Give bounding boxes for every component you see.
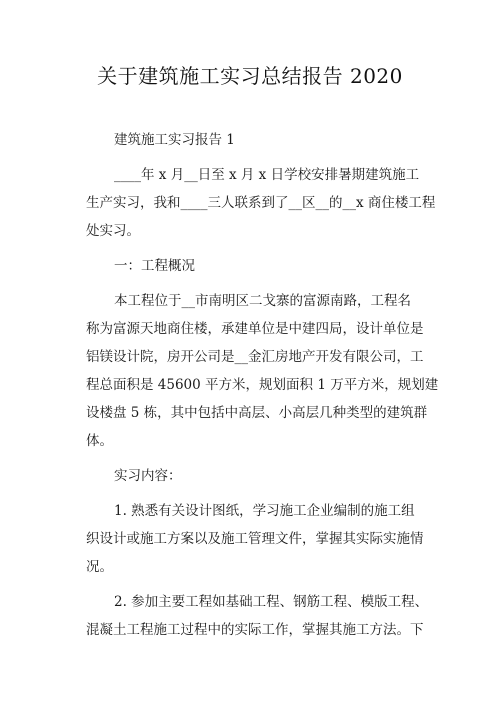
- document-title: 关于建筑施工实习总结报告 2020: [97, 64, 403, 88]
- body-line: 铝镁设计院，房开公司是__金汇房地产开发有限公司，工: [86, 349, 424, 365]
- body-line: 生产实习，我和____三人联系到了__区__的__x 商住楼工程: [86, 195, 436, 211]
- body-line: 织设计或施工方案以及施工管理文件，掌握其实际实施情: [86, 531, 424, 547]
- body-line: 2. 参加主要工程如基础工程、钢筋工程、模版工程、: [114, 594, 429, 610]
- body-line: 实习内容：: [114, 468, 182, 484]
- body-line: 混凝土工程施工过程中的实际工作，掌握其施工方法。下: [86, 622, 424, 638]
- body-line: 一：工程概况: [114, 258, 195, 274]
- body-line: 体。: [86, 433, 113, 449]
- body-line: 处实习。: [86, 223, 140, 239]
- body-line: 程总面积是 45600 平方米，规划面积 1 万平方米，规划建: [86, 377, 439, 393]
- body-line: ____年 x 月__日至 x 月 x 日学校安排暑期建筑施工: [114, 167, 420, 183]
- body-line: 称为富源天地商住楼，承建单位是中建四局，设计单位是: [86, 321, 424, 337]
- body-line: 本工程位于__市南明区二戈寨的富源南路，工程名: [114, 293, 411, 309]
- document-body: [86, 126, 439, 644]
- body-line: 1. 熟悉有关设计图纸，学习施工企业编制的施工组: [114, 503, 415, 519]
- body-line: 况。: [86, 559, 113, 575]
- body-line: 设楼盘 5 栋，其中包括中高层、小高层几种类型的建筑群: [86, 405, 428, 421]
- body-line: 建筑施工实习报告 1: [114, 132, 235, 148]
